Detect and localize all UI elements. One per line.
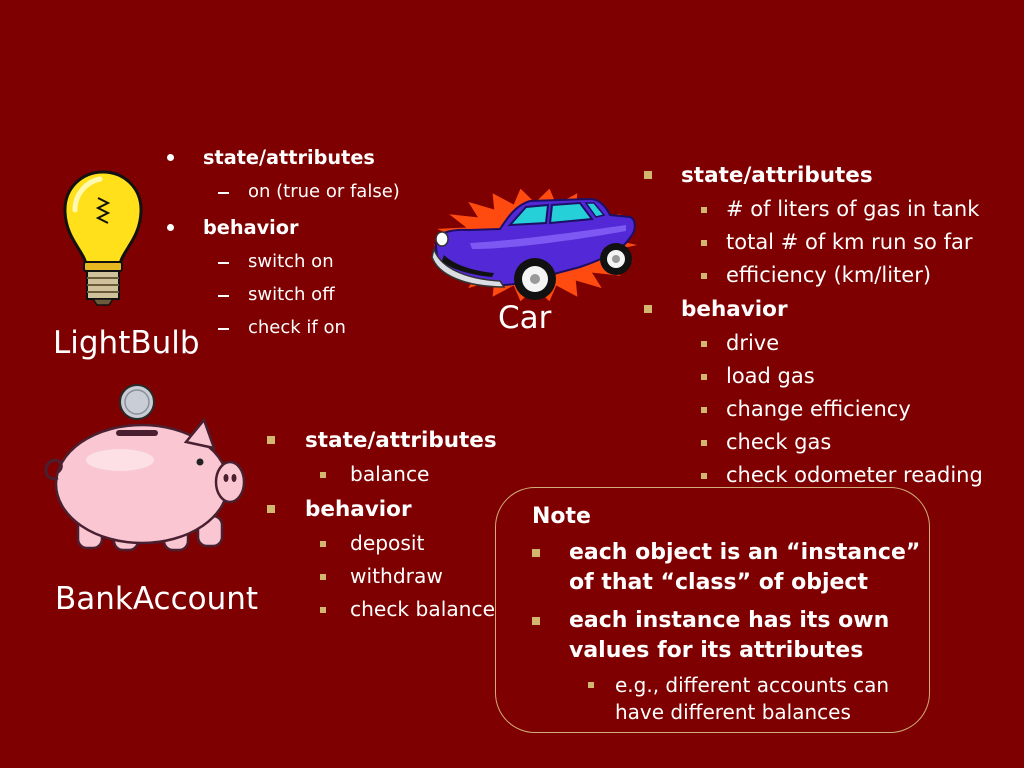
bulb-tip: [93, 299, 113, 305]
square-bullet-icon: [320, 541, 326, 547]
list-item: [262, 560, 497, 593]
bank-account-label: BankAccount: [55, 581, 259, 617]
note-point-text: each object is an “instance” of that “class” of object: [569, 540, 921, 595]
car-rear-wheel: [600, 243, 632, 275]
lightbulb-image: [60, 168, 146, 308]
item-label: check odometer reading: [726, 463, 983, 487]
list-item: [640, 226, 983, 259]
car-front-wheel: [514, 258, 556, 300]
item-label: # of liters of gas in tank: [726, 197, 980, 221]
square-bullet-icon: [320, 472, 326, 478]
bank-account-attributes-list: [262, 423, 497, 626]
list-item: [262, 593, 497, 626]
list-heading: [262, 492, 497, 527]
list-heading: [262, 423, 497, 458]
square-bullet-icon: [701, 240, 707, 246]
square-bullet-icon: [532, 549, 540, 557]
square-bullet-icon: [532, 617, 540, 625]
item-label: balance: [350, 462, 430, 486]
list-item: [160, 175, 400, 208]
square-bullet-icon: [588, 682, 594, 688]
item-label: switch on: [248, 251, 334, 272]
piggy-bank-image: [40, 382, 252, 554]
square-bullet-icon: [701, 440, 707, 446]
square-bullet-icon: [701, 374, 707, 380]
list-item: [640, 193, 983, 226]
list-item: [160, 245, 400, 278]
item-label: withdraw: [350, 564, 443, 588]
list-heading: [640, 158, 983, 193]
car-label: Car: [498, 300, 552, 336]
dash-icon: [218, 262, 229, 264]
car-attributes-list: [640, 158, 983, 492]
item-label: check gas: [726, 430, 832, 454]
item-label: switch off: [248, 284, 335, 305]
square-bullet-icon: [644, 171, 652, 179]
list-item: [640, 360, 983, 393]
square-bullet-icon: [701, 273, 707, 279]
item-label: efficiency (km/liter): [726, 263, 932, 287]
list-item: [262, 458, 497, 491]
heading-label: behavior: [203, 216, 299, 239]
heading-label: behavior: [305, 497, 412, 522]
bulb-collar: [84, 262, 122, 271]
note-subpoint-text: e.g., different accounts can have different balances: [615, 673, 890, 724]
pig-nostril: [224, 474, 229, 482]
pig-nostril: [232, 474, 237, 482]
list-item: [640, 393, 983, 426]
bullet-icon: [167, 154, 174, 161]
square-bullet-icon: [320, 574, 326, 580]
square-bullet-icon: [267, 505, 275, 513]
bulb-glass: [65, 172, 141, 264]
dash-icon: [218, 328, 229, 330]
list-item: [640, 426, 983, 459]
list-item: [262, 527, 497, 560]
list-item: [160, 278, 400, 311]
dash-icon: [218, 192, 229, 194]
square-bullet-icon: [701, 341, 707, 347]
list-item: [640, 327, 983, 360]
pig-eye: [197, 459, 204, 466]
lightbulb-label: LightBulb: [53, 325, 200, 361]
item-label: deposit: [350, 531, 425, 555]
note-box: [495, 487, 930, 733]
item-label: load gas: [726, 364, 815, 388]
note-point-text: each instance has its own values for its attributes: [569, 608, 890, 663]
item-label: change efficiency: [726, 397, 911, 421]
list-heading: [160, 210, 400, 245]
square-bullet-icon: [644, 305, 652, 313]
pig-snout: [216, 462, 244, 502]
list-item: [160, 311, 400, 344]
item-label: on (true or false): [248, 181, 400, 202]
square-bullet-icon: [320, 607, 326, 613]
coin-slot: [116, 430, 158, 436]
bullet-icon: [167, 224, 174, 231]
list-heading: [160, 140, 400, 175]
pig-highlight: [86, 449, 154, 471]
item-label: check if on: [248, 317, 346, 338]
car-image: [430, 183, 640, 305]
item-label: check balance: [350, 597, 495, 621]
list-item: [640, 259, 983, 292]
dash-icon: [218, 295, 229, 297]
heading-label: state/attributes: [681, 163, 873, 188]
note-subpoint: [588, 672, 918, 726]
note-point: [532, 606, 925, 666]
heading-label: behavior: [681, 297, 788, 322]
note-point: [532, 538, 925, 598]
item-label: drive: [726, 331, 780, 355]
car-headlight: [436, 232, 448, 246]
square-bullet-icon: [267, 436, 275, 444]
square-bullet-icon: [701, 473, 707, 479]
heading-label: state/attributes: [203, 146, 375, 169]
square-bullet-icon: [701, 407, 707, 413]
note-title: Note: [532, 504, 591, 529]
square-bullet-icon: [701, 207, 707, 213]
lightbulb-attributes-list: [160, 140, 400, 344]
list-heading: [640, 292, 983, 327]
heading-label: state/attributes: [305, 428, 497, 453]
item-label: total # of km run so far: [726, 230, 973, 254]
